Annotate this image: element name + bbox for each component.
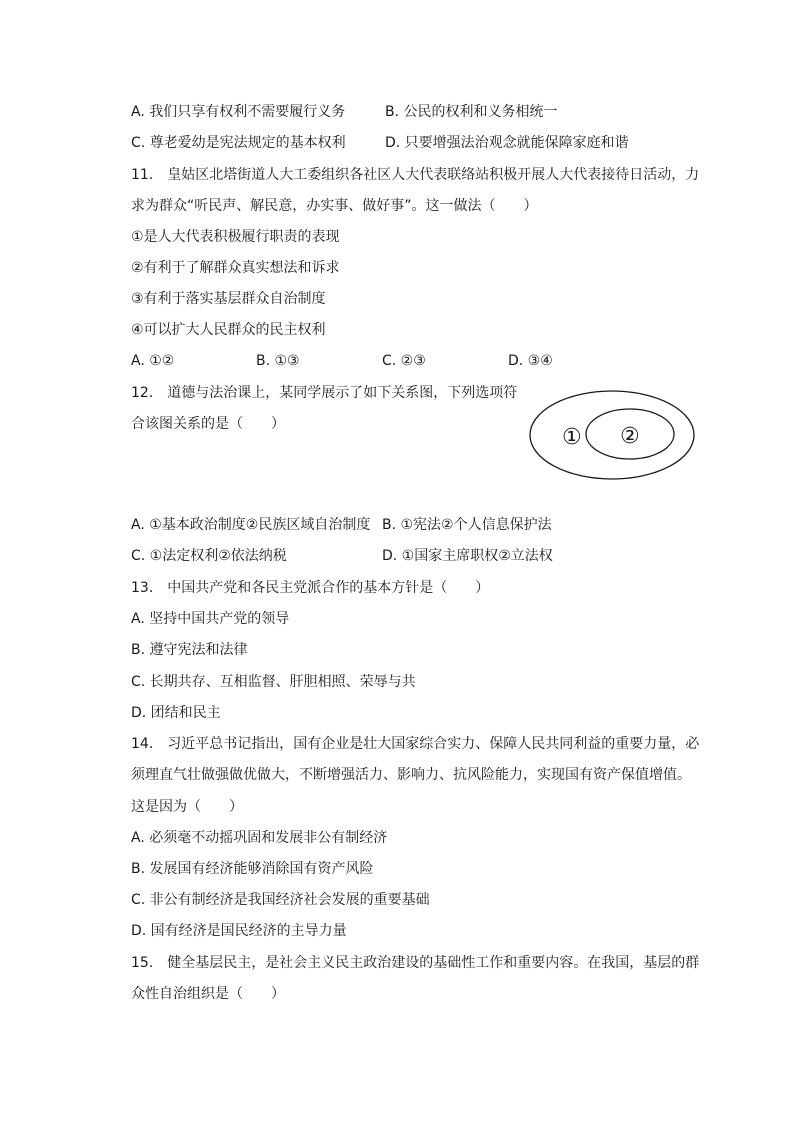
q12-option-a: A. ①基本政治制度②民族区域自治制度 xyxy=(131,517,371,533)
q13-option-a: A. 坚持中国共产党的领导 xyxy=(131,611,290,627)
outer-label: ① xyxy=(562,425,582,450)
q11-statement-3: ③有利于落实基层群众自治制度 xyxy=(131,291,326,307)
q11-option-b: B. ①③ xyxy=(256,353,300,369)
q15-stem-line-2: 众性自治组织是（ ） xyxy=(131,986,285,1002)
q14-stem-line-3: 这是因为（ ） xyxy=(131,799,243,815)
q11-statement-4: ④可以扩大人民群众的民主权利 xyxy=(131,322,326,338)
q12-option-c: C. ①法定权利②依法纳税 xyxy=(131,548,287,564)
q13-option-b: B. 遵守宪法和法律 xyxy=(131,642,248,658)
q13-option-d: D. 团结和民主 xyxy=(131,705,221,721)
q12-option-d: D. ①国家主席职权②立法权 xyxy=(382,548,553,564)
q11-option-c: C. ②③ xyxy=(382,353,426,369)
q14-option-a: A. 必须毫不动摇巩固和发展非公有制经济 xyxy=(131,830,388,846)
q11-stem-line-1: 11. 皇姑区北塔街道人大工委组织各社区人大代表联络站积极开展人大代表接待日活动，力 xyxy=(131,167,700,183)
q11-stem-line-2: 求为群众“听民声、解民意，办实事、做好事”。这一做法（ ） xyxy=(131,198,538,214)
q11-statement-2: ②有利于了解群众真实想法和诉求 xyxy=(131,260,340,276)
q13-stem: 13. 中国共产党和各民主党派合作的基本方针是（ ） xyxy=(131,580,490,596)
q11-option-d: D. ③④ xyxy=(508,353,553,369)
relationship-diagram xyxy=(528,389,698,495)
q12-stem-line-1: 12. 道德与法治课上，某同学展示了如下关系图，下列选项符 xyxy=(131,385,518,401)
q10-option-a: A. 我们只享有权利不需要履行义务 xyxy=(131,104,346,120)
q11-statement-1: ①是人大代表积极履行职责的表现 xyxy=(131,229,340,245)
q14-option-d: D. 国有经济是国民经济的主导力量 xyxy=(131,923,347,939)
outer-ellipse xyxy=(530,391,694,479)
q14-stem-line-2: 须理直气壮做强做优做大，不断增强活力、影响力、抗风险能力，实现国有资产保值增值。 xyxy=(131,767,691,783)
q10-option-b: B. 公民的权利和义务相统一 xyxy=(385,104,558,120)
q15-stem-line-1: 15. 健全基层民主，是社会主义民主政治建设的基础性工作和重要内容。在我国，基层的群 xyxy=(131,955,700,971)
q14-stem-line-1: 14. 习近平总书记指出，国有企业是壮大国家综合实力、保障人民共同利益的重要力量，必 xyxy=(131,736,700,752)
q14-option-c: C. 非公有制经济是我国经济社会发展的重要基础 xyxy=(131,892,430,908)
q10-option-d: D. 只要增强法治观念就能保障家庭和谐 xyxy=(385,135,629,151)
q13-option-c: C. 长期共存、互相监督、肝胆相照、荣辱与共 xyxy=(131,674,416,690)
q12-stem-line-2: 合该图关系的是（ ） xyxy=(131,416,285,432)
q14-option-b: B. 发展国有经济能够消除国有资产风险 xyxy=(131,861,374,877)
q11-option-a: A. ①② xyxy=(131,353,175,369)
inner-label: ② xyxy=(620,424,640,449)
q12-option-b: B. ①宪法②个人信息保护法 xyxy=(382,517,552,533)
q10-option-c: C. 尊老爱幼是宪法规定的基本权利 xyxy=(131,135,346,151)
